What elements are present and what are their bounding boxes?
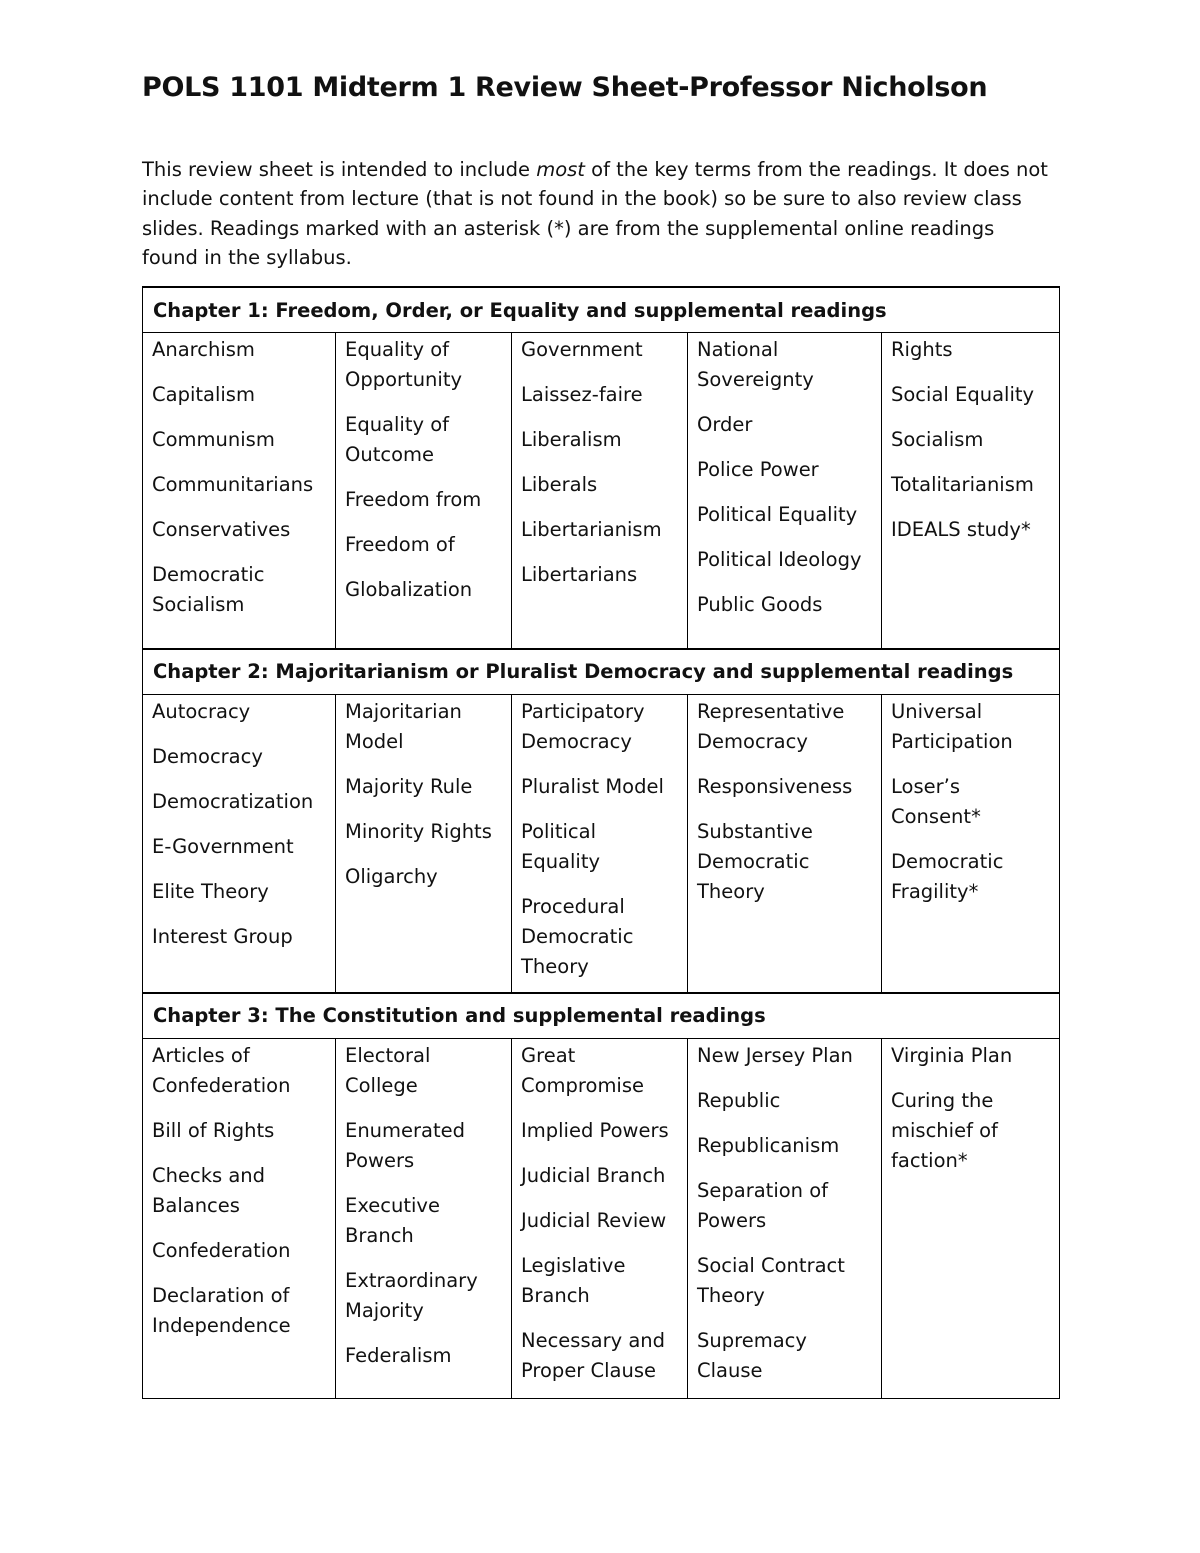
key-term: Republicanism (697, 1133, 840, 1157)
key-term: Socialism (891, 428, 984, 451)
key-term: Globalization (345, 578, 473, 601)
terms-column (336, 694, 512, 993)
key-term: Libertarians (521, 563, 638, 586)
terms-column (688, 694, 882, 993)
key-term: Democratization (152, 789, 314, 813)
terms-column (688, 1038, 882, 1398)
key-term: Representative Democracy (697, 699, 845, 753)
key-term: Libertarianism (521, 518, 662, 541)
review-table (142, 286, 1060, 1399)
key-term: Democratic Fragility* (891, 849, 1004, 903)
terms-column (143, 1038, 336, 1398)
key-term: Necessary and Proper Clause (521, 1328, 666, 1382)
key-term: IDEALS study* (891, 518, 1031, 541)
key-term: Totalitarianism (891, 473, 1034, 496)
terms-column (882, 1038, 1060, 1398)
key-term: Judicial Branch (521, 1163, 666, 1187)
key-term: Equality of Outcome (345, 413, 450, 466)
key-term: Elite Theory (152, 879, 269, 903)
key-term: Anarchism (152, 338, 255, 361)
intro-paragraph (142, 155, 1052, 273)
key-term: Laissez-faire (521, 383, 643, 406)
key-term: Articles of Confederation (152, 1043, 291, 1097)
terms-row (143, 333, 1060, 649)
key-term: Conservatives (152, 518, 291, 541)
key-term: Great Compromise (521, 1043, 645, 1097)
key-term: Democracy (152, 744, 263, 768)
key-term: Social Equality (891, 383, 1035, 406)
terms-row (143, 1038, 1060, 1398)
key-term: Communitarians (152, 473, 314, 496)
key-term: Order (697, 413, 753, 436)
key-term: Extraordinary Majority (345, 1268, 478, 1322)
key-term: Judicial Review (521, 1208, 667, 1232)
key-term: E-Government (152, 834, 294, 858)
key-term: Public Goods (697, 593, 823, 616)
terms-column (143, 694, 336, 993)
key-term: Procedural Democratic Theory (521, 894, 634, 978)
chapter-heading-row (143, 649, 1060, 695)
terms-column (882, 333, 1060, 649)
key-term: Liberalism (521, 428, 622, 451)
key-term: Loser’s Consent* (891, 774, 981, 828)
key-term: Capitalism (152, 383, 255, 406)
key-term: Freedom from (345, 488, 482, 511)
key-term: Freedom of (345, 533, 455, 556)
intro-text-end: of the key terms from the readings. It does not include content from lecture (that is not found in the book) so be sure to also review class slides. Readings marked with an asterisk (*) are from the supplemental online readings found in the syllabus. (142, 158, 1048, 270)
key-term: Electoral College (345, 1043, 431, 1097)
intro-text-start: This review sheet is intended to include (142, 158, 537, 181)
terms-column (336, 333, 512, 649)
key-term: Rights (891, 338, 953, 361)
key-term: Interest Group (152, 924, 293, 948)
key-term: Political Equality (697, 503, 858, 526)
terms-row (143, 694, 1060, 993)
key-term: Curing the mischief of faction* (891, 1088, 998, 1172)
key-term: Substantive Democratic Theory (697, 819, 813, 903)
key-term: Democratic Socialism (152, 563, 265, 616)
terms-column (512, 1038, 688, 1398)
key-term: Oligarchy (345, 864, 438, 888)
key-term: Minority Rights (345, 819, 492, 843)
key-term: Liberals (521, 473, 598, 496)
chapter-heading: Chapter 3: The Constitution and supplemental readings (143, 993, 1060, 1039)
key-term: Implied Powers (521, 1118, 669, 1142)
key-term: National Sovereignty (697, 338, 814, 391)
terms-column (512, 694, 688, 993)
key-term: Declaration of Independence (152, 1283, 291, 1337)
key-term: Pluralist Model (521, 774, 664, 798)
key-term: Enumerated Powers (345, 1118, 466, 1172)
key-term: Confederation (152, 1238, 291, 1262)
terms-column (512, 333, 688, 649)
key-term: Equality of Opportunity (345, 338, 463, 391)
review-table-body (143, 287, 1060, 1398)
key-term: Legislative Branch (521, 1253, 626, 1307)
key-term: Participatory Democracy (521, 699, 645, 753)
page-title: POLS 1101 Midterm 1 Review Sheet-Professor Nicholson (142, 72, 988, 103)
chapter-heading-row (143, 287, 1060, 333)
chapter-heading-row (143, 993, 1060, 1039)
key-term: Responsiveness (697, 774, 853, 798)
chapter-heading: Chapter 2: Majoritarianism or Pluralist Democracy and supplemental readings (143, 649, 1060, 695)
chapter-heading: Chapter 1: Freedom, Order, or Equality and supplemental readings (143, 287, 1060, 333)
key-term: Government (521, 338, 643, 361)
terms-column (688, 333, 882, 649)
key-term: Separation of Powers (697, 1178, 829, 1232)
key-term: Supremacy Clause (697, 1328, 807, 1382)
key-term: Autocracy (152, 699, 251, 723)
key-term: Communism (152, 428, 275, 451)
terms-column (882, 694, 1060, 993)
key-term: Majoritarian Model (345, 699, 462, 753)
key-term: Political Equality (521, 819, 601, 873)
key-term: Political Ideology (697, 548, 862, 571)
key-term: Checks and Balances (152, 1163, 266, 1217)
key-term: Republic (697, 1088, 781, 1112)
terms-column (336, 1038, 512, 1398)
intro-emphasis: most (536, 158, 585, 181)
key-term: Universal Participation (891, 699, 1013, 753)
key-term: Executive Branch (345, 1193, 440, 1247)
key-term: Majority Rule (345, 774, 473, 798)
key-term: Virginia Plan (891, 1043, 1013, 1067)
key-term: New Jersey Plan (697, 1043, 853, 1067)
key-term: Police Power (697, 458, 819, 481)
key-term: Federalism (345, 1343, 452, 1367)
key-term: Bill of Rights (152, 1118, 275, 1142)
key-term: Social Contract Theory (697, 1253, 845, 1307)
terms-column (143, 333, 336, 649)
